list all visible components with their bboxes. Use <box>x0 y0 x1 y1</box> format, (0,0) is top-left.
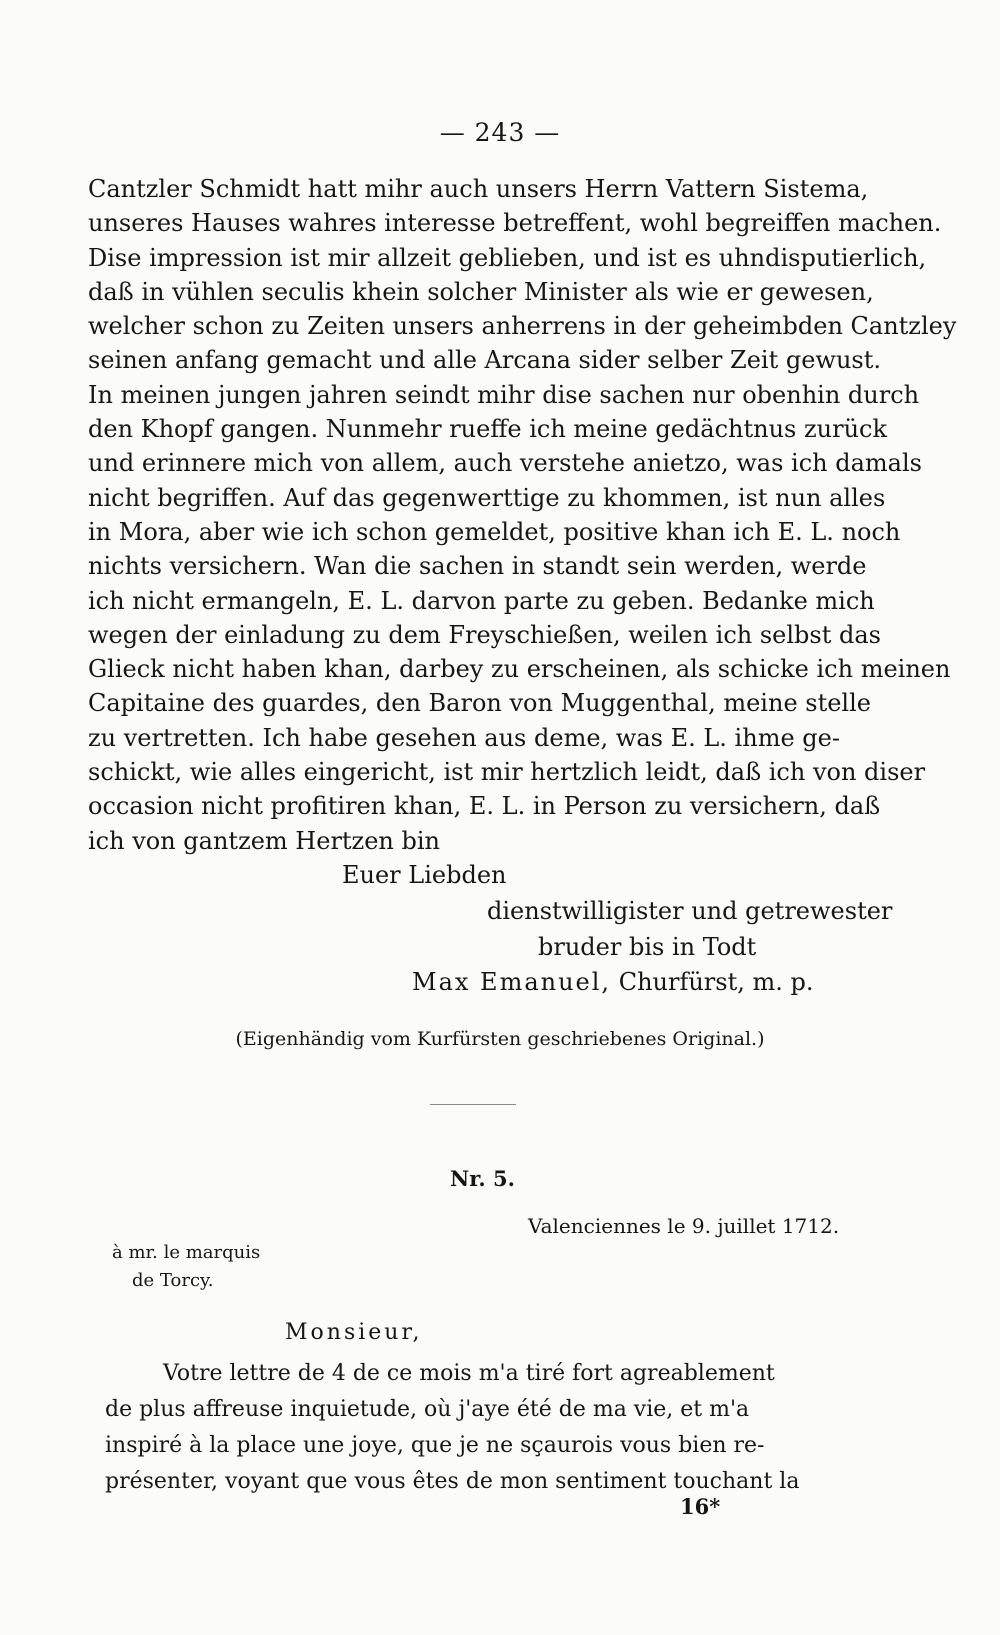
dateline: Valenciennes le 9. juillet 1712. <box>528 1214 840 1238</box>
text-line: und erinnere mich von allem, auch verstehe anietzo, was ich damals <box>88 449 922 478</box>
text-line: présenter, voyant que vous êtes de mon sentiment touchant la <box>105 1469 800 1494</box>
salutation: Monsieur, <box>285 1320 423 1345</box>
text-line: In meinen jungen jahren seindt mihr dise sachen nur obenhin durch <box>88 380 920 409</box>
french-letter-body <box>105 1356 860 1500</box>
text-line: daß in vühlen seculis khein solcher Minister als wie er gewesen, <box>88 277 874 306</box>
text-line: seinen anfang gemacht und alle Arcana sider selber Zeit gewust. <box>88 346 882 375</box>
closing-address: Euer Liebden <box>342 861 507 889</box>
signature-line <box>412 968 814 996</box>
page-number: — 243 — <box>439 118 561 147</box>
closing-formula: dienstwilligister und getrewester <box>487 897 893 925</box>
text-line: ich nicht ermangeln, E. L. darvon parte zu geben. Bedanke mich <box>88 586 875 615</box>
source-note: (Eigenhändig vom Kurfürsten geschriebenes Original.) <box>235 1028 765 1050</box>
text-line: in Mora, aber wie ich schon gemeldet, positive khan ich E. L. noch <box>88 517 901 546</box>
text-line: unseres Hauses wahres interesse betreffent, wohl begreiffen machen. <box>88 209 942 238</box>
text-line: Dise impression ist mir allzeit geblieben, und ist es uhndisputierlich, <box>88 243 927 272</box>
addressee <box>112 1239 260 1295</box>
text-line: de plus affreuse inquietude, où j'aye été de ma vie, et m'a <box>105 1397 750 1422</box>
signature-title: Churfürst, m. p. <box>618 968 814 996</box>
text-line: zu vertretten. Ich habe gesehen aus deme, was E. L. ihme ge- <box>88 723 840 752</box>
printer-signature-mark: 16* <box>680 1494 721 1519</box>
text-line: nichts versichern. Wan die sachen in standt sein werden, werde <box>88 552 867 581</box>
text-line: Cantzler Schmidt hatt mihr auch unsers Herrn Vattern Sistema, <box>88 175 869 203</box>
text-line: ich von gantzem Hertzen bin <box>88 826 440 855</box>
letter-number: Nr. 5. <box>450 1166 515 1191</box>
text-line: schickt, wie alles eingericht, ist mir hertzlich leidt, daß ich von diser <box>88 758 926 787</box>
text-line: Capitaine des guardes, den Baron von Muggenthal, meine stelle <box>88 689 871 718</box>
text-line: inspiré à la place une joye, que je ne sçaurois vous bien re- <box>105 1433 765 1458</box>
section-divider <box>430 1104 516 1105</box>
text-line: welcher schon zu Zeiten unsers anherrens in der geheimbden Cantzley <box>88 312 957 341</box>
signature-name: Max Emanuel, <box>412 968 612 996</box>
addressee-line: de Torcy. <box>132 1270 214 1291</box>
text-line: occasion nicht profitiren khan, E. L. in Person zu versichern, daß <box>88 792 881 821</box>
text-line: nicht begriffen. Auf das gegenwerttige zu khommen, ist nun alles <box>88 483 886 512</box>
text-line: Votre lettre de 4 de ce mois m'a tiré fort agreablement <box>163 1361 775 1386</box>
text-line: wegen der einladung zu dem Freyschießen, weilen ich selbst das <box>88 620 881 649</box>
addressee-line: à mr. le marquis <box>112 1242 261 1263</box>
german-letter-body <box>88 172 957 858</box>
closing-formula-end: bruder bis in Todt <box>538 933 757 961</box>
text-line: den Khopf gangen. Nunmehr rueffe ich meine gedächtnus zurück <box>88 415 888 444</box>
text-line: Glieck nicht haben khan, darbey zu erscheinen, als schicke ich meinen <box>88 655 951 684</box>
